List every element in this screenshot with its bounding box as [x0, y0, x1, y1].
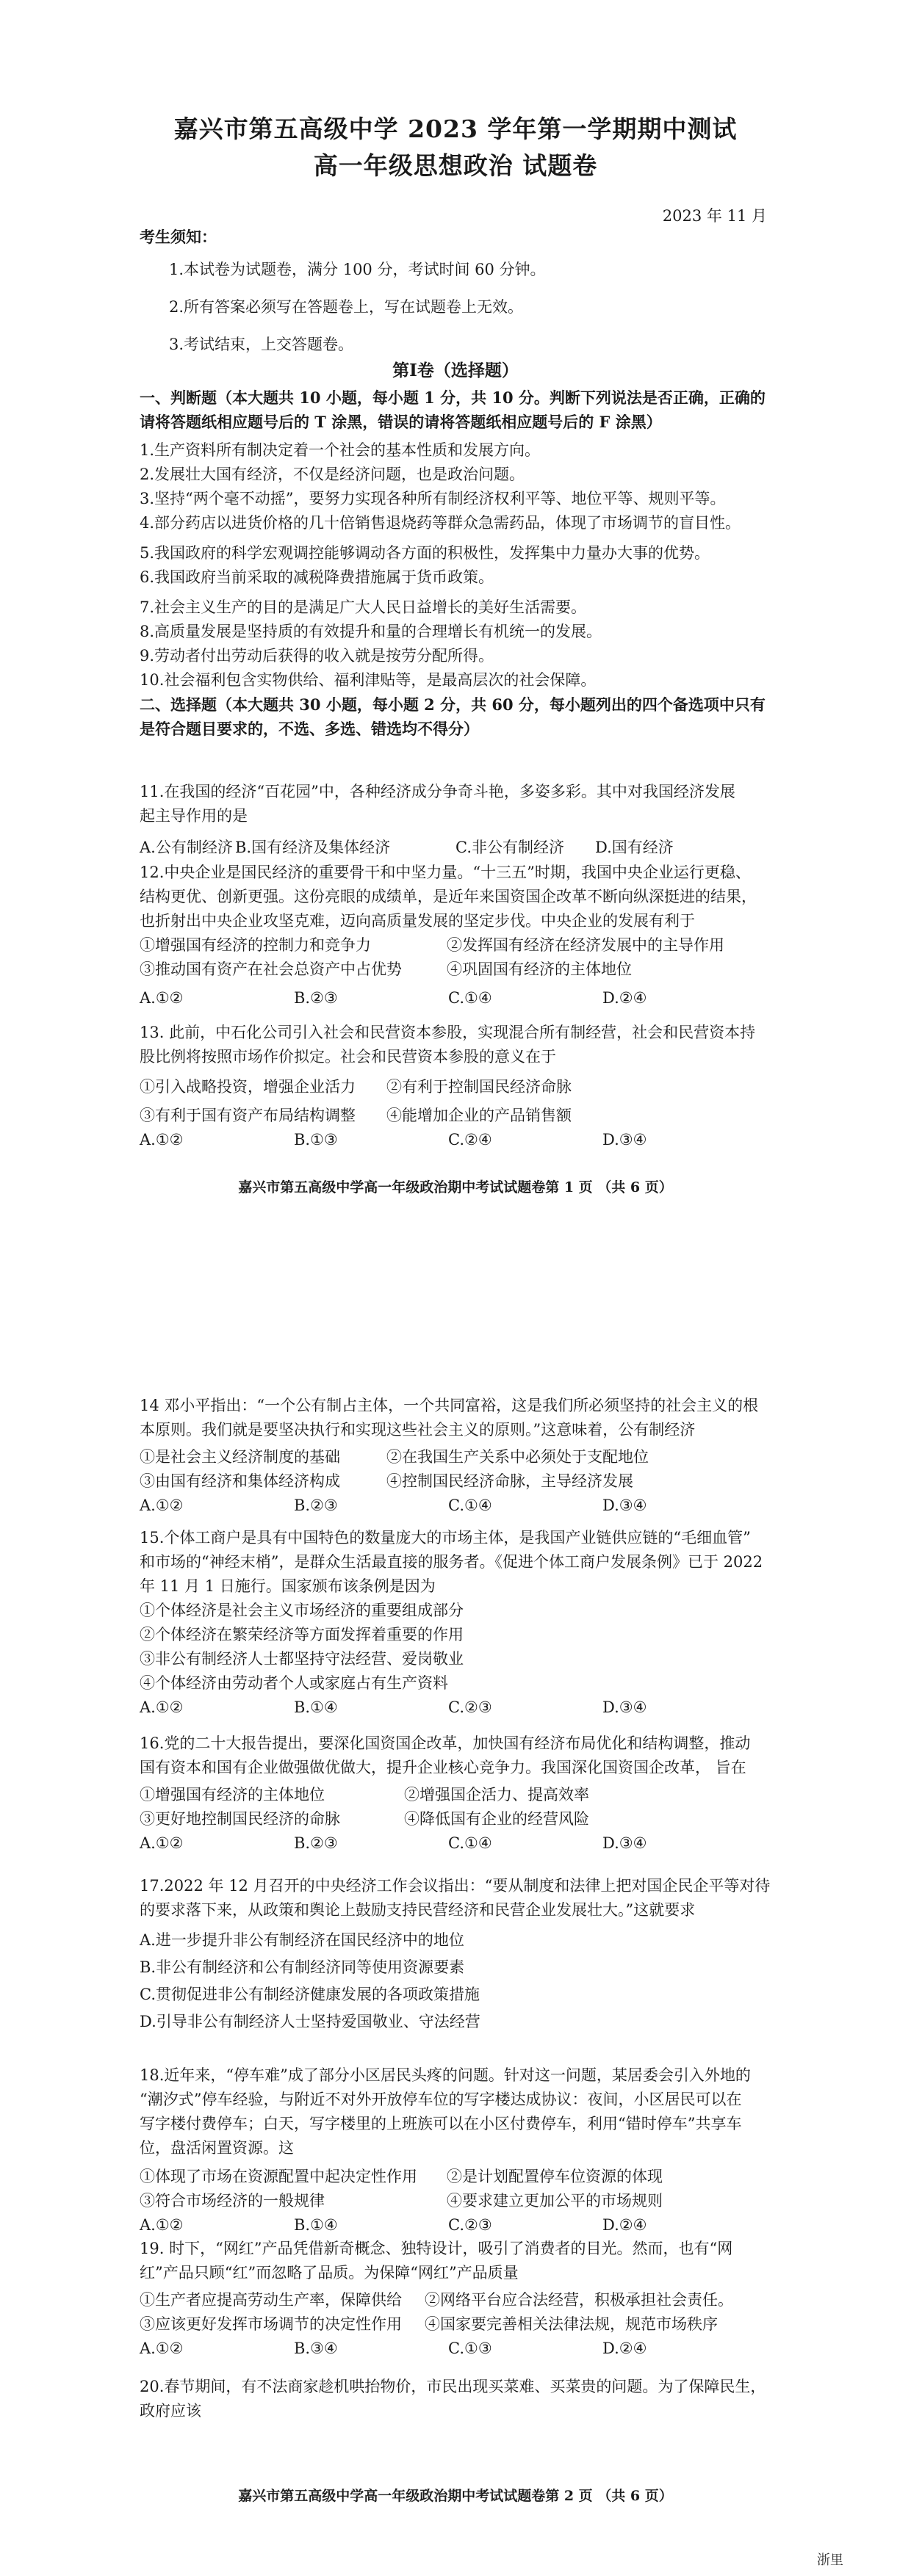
judgement-item: 1.生产资料所有制决定着一个社会的基本性质和发展方向。 [140, 441, 541, 459]
question-18 [140, 2063, 771, 2237]
answer-options [140, 836, 771, 860]
judgement-item: 2.发展壮大国有经济，不仅是经济问题，也是政治问题。 [140, 466, 525, 483]
statement-row [140, 2189, 771, 2213]
question-19 [140, 2237, 771, 2361]
notice-heading: 考生须知： [140, 228, 217, 246]
statement-2: ②是计划配置停车位资源的体现 [447, 2168, 663, 2185]
question-stem: 19. 时下，“网红”产品凭借新奇概念、独特设计，吸引了消费者的目光。然而，也有“网 [140, 2240, 733, 2257]
option-c: C.非公有制经济 [455, 839, 564, 856]
answer-options [140, 986, 771, 1010]
answer-options [140, 2337, 771, 2361]
question-stem: 18.近年来，“停车难”成了部分小区居民头疼的问题。针对这一问题，某居委会引入外地的 [140, 2066, 751, 2084]
judgement-section [140, 386, 771, 741]
option-d: D.②④ [602, 2216, 647, 2234]
question-stem: 14 邓小平指出：“一个公有制占主体，一个共同富裕，这是我们所必须坚持的社会主义的根 [140, 1397, 759, 1414]
question-stem: 和市场的“神经末梢”，是群众生活最直接的服务者。《促进个体工商户发展条例》已于 2022 [140, 1553, 763, 1571]
option-b: B.①③ [294, 1131, 338, 1148]
option-b: B.①④ [294, 1698, 338, 1716]
option-a: A.①② [140, 2216, 184, 2234]
question-stem: 位，盘活闲置资源。这 [140, 2139, 294, 2157]
answer-options [140, 1494, 771, 1518]
option-b: B.①④ [294, 2216, 338, 2234]
statement: ②个体经济在繁荣经济等方面发挥着重要的作用 [140, 1626, 464, 1643]
question-stem: 政府应该 [140, 2402, 201, 2420]
judgement-item: 10.社会福利包含实物供给、福利津贴等，是最高层次的社会保障。 [140, 671, 597, 689]
statement-3: ③有利于国有资产布局结构调整 [140, 1107, 356, 1124]
statement-2: ②在我国生产关系中必须处于支配地位 [386, 1448, 649, 1466]
exam-page-2 [0, 1288, 911, 2576]
judgement-item: 7.社会主义生产的目的是满足广大人民日益增长的美好生活需要。 [140, 598, 587, 616]
statement-row [140, 1783, 771, 1807]
notice-item: 3.考试结束，上交答题卷。 [169, 336, 354, 353]
question-stem: 股比例将按照市场作价拟定。社会和民营资本参股的意义在于 [140, 1048, 556, 1066]
statement-3: ③更好地控制国民经济的命脉 [140, 1810, 340, 1828]
option-b: B.③④ [294, 2340, 338, 2357]
answer-options [140, 1128, 771, 1152]
option-c: C.②④ [448, 1131, 492, 1148]
statement-row [140, 958, 771, 982]
question-stem: 国有资本和国有企业做强做优做大，提升企业核心竞争力。我国深化国资国企改革， 旨在 [140, 1759, 746, 1776]
statement-row [140, 933, 771, 958]
section1-instruction: 请将答题纸相应题号后的 T 涂黑，错误的请将答题纸相应题号后的 F 涂黑） [140, 413, 662, 431]
statement-1: ①体现了市场在资源配置中起决定性作用 [140, 2168, 417, 2185]
exam-date: 2023 年 11 月 [662, 207, 767, 225]
option-d: D.③④ [602, 1497, 647, 1514]
option-a: A.①② [140, 1497, 184, 1514]
question-stem: “潮汐式”停车经验，与附近不对外开放停车位的写字楼达成协议：夜间，小区居民可以在 [140, 2091, 742, 2108]
statement-3: ③由国有经济和集体经济构成 [140, 1472, 340, 1490]
question-15 [140, 1526, 771, 1720]
option-a: A.①② [140, 1131, 184, 1148]
question-11 [140, 780, 771, 860]
statement-row [140, 1807, 771, 1831]
question-14 [140, 1394, 771, 1518]
option-a: A.进一步提升非公有制经济在国民经济中的地位 [140, 1931, 464, 1949]
option-a: A.①② [140, 2340, 184, 2357]
question-13 [140, 1021, 771, 1152]
option-a: A.①② [140, 989, 184, 1007]
page-footer: 嘉兴市第五高级中学高一年级政治期中考试试题卷第 2 页 （共 6 页） [238, 2488, 673, 2504]
section2-instruction: 二、选择题（本大题共 30 小题，每小题 2 分，共 60 分，每小题列出的四个备选项中只有 [140, 695, 766, 714]
corner-mark: 浙里 [817, 2553, 843, 2568]
statement-row [140, 1075, 771, 1099]
statement-2: ②发挥国有经济在经济发展中的主导作用 [447, 936, 724, 954]
question-stem: 17.2022 年 12 月召开的中央经济工作会议指出：“要从制度和法律上把对国企民企平等对待 [140, 1877, 771, 1895]
answer-options [140, 2213, 771, 2237]
candidate-notice [140, 225, 771, 357]
exam-title-line2: 高一年级思想政治 试题卷 [313, 151, 598, 180]
question-stem: 11.在我国的经济“百花园”中，各种经济成分争奇斗艳，多姿多彩。其中对我国经济发展 [140, 783, 735, 800]
option-c: C.①④ [448, 989, 492, 1007]
question-stem: 20.春节期间，有不法商家趁机哄抬物价，市民出现买菜难、买菜贵的问题。为了保障民生， [140, 2378, 766, 2395]
statement-2: ②有利于控制国民经济命脉 [386, 1078, 572, 1096]
question-12 [140, 861, 771, 1010]
option-a: A.公有制经济 [140, 839, 233, 856]
judgement-item: 5.我国政府的科学宏观调控能够调动各方面的积极性，发挥集中力量办大事的优势。 [140, 544, 710, 562]
statement-4: ④能增加企业的产品销售额 [386, 1107, 572, 1124]
notice-item: 1.本试卷为试题卷，满分 100 分，考试时间 60 分钟。 [169, 261, 546, 278]
question-stem: 写字楼付费停车；白天，写字楼里的上班族可以在小区付费停车，利用“错时停车”共享车 [140, 2115, 742, 2132]
option-c: C.②③ [448, 1698, 492, 1716]
judgement-item: 6.我国政府当前采取的减税降费措施属于货币政策。 [140, 568, 494, 586]
statement-row [140, 1104, 771, 1128]
statement-1: ①是社会主义经济制度的基础 [140, 1448, 340, 1466]
statement-4: ④巩固国有经济的主体地位 [447, 960, 632, 978]
option-d: D.②④ [602, 2340, 647, 2357]
part1-heading: 第Ⅰ卷（选择题） [392, 361, 519, 380]
question-stem: 12.中央企业是国民经济的重要骨干和中坚力量。“十三五”时期，我国中央企业运行更稳、 [140, 864, 751, 881]
statement-row [140, 1469, 771, 1494]
statement-row [140, 2312, 771, 2337]
option-c: C.①④ [448, 1497, 492, 1514]
statement-row [140, 2288, 771, 2312]
question-20 [140, 2375, 771, 2423]
option-b: B.②③ [294, 989, 338, 1007]
question-stem: 的要求落下来，从政策和舆论上鼓励支持民营经济和民营企业发展壮大。”这就要求 [140, 1901, 696, 1919]
exam-title-line1: 嘉兴市第五高级中学 2023 学年第一学期期中测试 [173, 115, 738, 143]
section2-instruction: 是符合题目要求的，不选、多选、错选均不得分） [140, 720, 479, 738]
page-footer: 嘉兴市第五高级中学高一年级政治期中考试试题卷第 1 页 （共 6 页） [238, 1179, 673, 1195]
question-stem: 结构更优、创新更强。这份亮眼的成绩单，是近年来国资国企改革不断向纵深挺进的结果， [140, 888, 757, 905]
statement-3: ③推动国有资产在社会总资产中占优势 [140, 960, 402, 978]
statement-2: ②增强国企活力、提高效率 [404, 1786, 589, 1803]
option-c: C.①③ [448, 2340, 492, 2357]
answer-options [140, 1831, 771, 1856]
option-d: D.引导非公有制经济人士坚持爱国敬业、守法经营 [140, 2013, 480, 2030]
statement-4: ④降低国有企业的经营风险 [404, 1810, 589, 1828]
option-d: D.③④ [602, 1834, 647, 1852]
option-c: C.②③ [448, 2216, 492, 2234]
option-d: D.②④ [602, 989, 647, 1007]
option-a: A.①② [140, 1698, 184, 1716]
statement-row [140, 2165, 771, 2189]
statement-4: ④要求建立更加公平的市场规则 [447, 2192, 663, 2210]
statement: ①个体经济是社会主义市场经济的重要组成部分 [140, 1602, 464, 1619]
option-c: C.贯彻促进非公有制经济健康发展的各项政策措施 [140, 1986, 480, 2003]
option-b: B.②③ [294, 1834, 338, 1852]
option-b: B.非公有制经济和公有制经济同等使用资源要素 [140, 1958, 465, 1976]
statement-1: ①增强国有经济的主体地位 [140, 1786, 325, 1803]
statement-3: ③应该更好发挥市场调节的决定性作用 [140, 2315, 402, 2333]
question-stem: 本原则。我们就是要坚决执行和实现这些社会主义的原则。”这意味着，公有制经济 [140, 1421, 696, 1439]
answer-options [140, 1696, 771, 1720]
option-b: B.国有经济及集体经济 [235, 839, 391, 856]
question-stem: 13. 此前，中石化公司引入社会和民营资本参股，实现混合所有制经营，社会和民营资本持 [140, 1024, 756, 1041]
option-d: D.③④ [602, 1698, 647, 1716]
statement-4: ④国家要完善相关法律法规，规范市场秩序 [425, 2315, 718, 2333]
judgement-item: 8.高质量发展是坚持质的有效提升和量的合理增长有机统一的发展。 [140, 623, 602, 640]
statement: ③非公有制经济人士都坚持守法经营、爱岗敬业 [140, 1650, 464, 1668]
judgement-item: 9.劳动者付出劳动后获得的收入就是按劳分配所得。 [140, 647, 494, 665]
question-stem: 起主导作用的是 [140, 807, 248, 825]
question-stem: 16.党的二十大报告提出，要深化国资国企改革，加快国有经济布局优化和结构调整，推动 [140, 1734, 751, 1752]
statement-4: ④控制国民经济命脉，主导经济发展 [386, 1472, 633, 1490]
question-stem: 也折射出中央企业攻坚克难，迈向高质量发展的坚定步伐。中央企业的发展有利于 [140, 912, 695, 930]
section1-instruction: 一、判断题（本大题共 10 小题，每小题 1 分，共 10 分。判断下列说法是否正确，正确的 [140, 388, 766, 407]
statement-1: ①增强国有经济的控制力和竞争力 [140, 936, 371, 954]
question-stem: 年 11 月 1 日施行。国家颁布该条例是因为 [140, 1577, 436, 1595]
option-d: D.国有经济 [595, 839, 674, 856]
judgement-item: 4.部分药店以进货价格的几十倍销售退烧药等群众急需药品，体现了市场调节的盲目性。 [140, 514, 741, 532]
statement-3: ③符合市场经济的一般规律 [140, 2192, 325, 2210]
notice-item: 2.所有答案必须写在答题卷上，写在试题卷上无效。 [169, 298, 524, 316]
statement-1: ①引入战略投资，增强企业活力 [140, 1078, 356, 1096]
statement-2: ②网络平台应合法经营，积极承担社会责任。 [425, 2291, 733, 2309]
question-16 [140, 1732, 771, 1856]
judgement-item: 3.坚持“两个毫不动摇”，要努力实现各种所有制经济权利平等、地位平等、规则平等。 [140, 490, 726, 507]
option-b: B.②③ [294, 1497, 338, 1514]
statement-row [140, 1445, 771, 1469]
question-17 [140, 1874, 771, 2034]
option-d: D.③④ [602, 1131, 647, 1148]
option-c: C.①④ [448, 1834, 492, 1852]
question-stem: 15.个体工商户是具有中国特色的数量庞大的市场主体，是我国产业链供应链的“毛细血管” [140, 1529, 751, 1546]
question-stem: 红”产品只顾“红”而忽略了品质。为保障“网红”产品质量 [140, 2264, 519, 2282]
option-a: A.①② [140, 1834, 184, 1852]
statement: ④个体经济由劳动者个人或家庭占有生产资料 [140, 1674, 448, 1692]
statement-1: ①生产者应提高劳动生产率，保障供给 [140, 2291, 402, 2309]
